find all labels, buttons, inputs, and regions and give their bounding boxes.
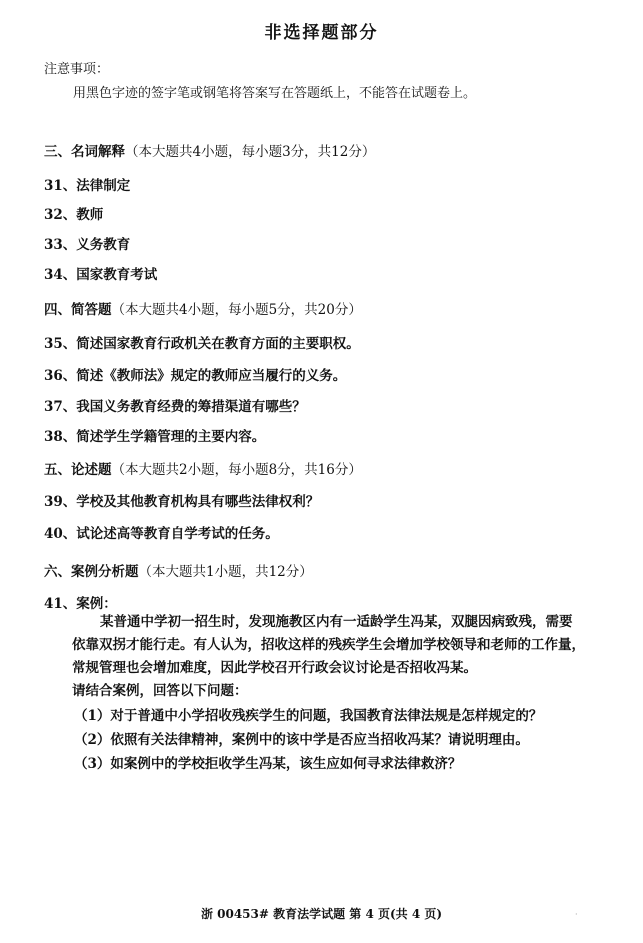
scan-dot: · (575, 910, 578, 919)
section-title: 四、简答题 (44, 302, 112, 318)
case-prompt: 请结合案例，回答以下问题： (72, 683, 248, 699)
section-title: 六、案例分析题 (44, 564, 139, 580)
section-info: （本大题共4小题，每小题5分，共20分） (111, 302, 362, 318)
question-item: 36、简述《教师法》规定的教师应当履行的义务。 (44, 368, 347, 384)
page-title: 非选择题部分 (264, 23, 379, 43)
section-info: （本大题共1小题，共12分） (138, 564, 313, 580)
notice-heading: 注意事项： (44, 62, 110, 77)
question-item: 39、学校及其他教育机构具有哪些法律权利？ (44, 494, 320, 510)
question-item: 40、试论述高等教育自学考试的任务。 (44, 526, 279, 542)
section-title: 五、论述题 (44, 462, 112, 478)
question-item: 35、简述国家教育行政机关在教育方面的主要职权。 (44, 336, 360, 352)
section-title: 三、名词解释 (44, 144, 125, 160)
section-heading (44, 458, 362, 478)
sub-question: （1）对于普通中小学招收残疾学生的问题，我国教育法律法规是怎样规定的？ (74, 708, 543, 724)
question-item: 41、案例： (44, 596, 117, 612)
question-item: 33、义务教育 (44, 237, 131, 253)
section-heading (44, 140, 375, 160)
sub-question: （2）依照有关法律精神，案例中的该中学是否应当招收冯某？请说明理由。 (74, 732, 529, 748)
section-info: （本大题共2小题，每小题8分，共16分） (111, 462, 362, 478)
case-line: 依靠双拐才能行走。有人认为，招收这样的残疾学生会增加学校领导和老师的工作量， (72, 637, 585, 653)
question-item: 37、我国义务教育经费的筹措渠道有哪些？ (44, 399, 306, 415)
page-footer: 浙 00453# 教育法学试题 第 4 页(共 4 页) (200, 907, 443, 921)
question-item: 34、国家教育考试 (44, 267, 158, 283)
question-item: 38、简述学生学籍管理的主要内容。 (44, 429, 266, 445)
case-line: 某普通中学初一招生时，发现施教区内有一适龄学生冯某，双腿因病致残，需要 (100, 614, 573, 630)
notice-text: 用黑色字迹的签字笔或钢笔将答案写在答题纸上，不能答在试题卷上。 (73, 86, 477, 101)
sub-question: （3）如案例中的学校拒收学生冯某，该生应如何寻求法律救济？ (74, 756, 462, 772)
case-line: 常规管理也会增加难度，因此学校召开行政会议讨论是否招收冯某。 (72, 660, 477, 676)
question-item: 32、教师 (44, 207, 104, 223)
section-info: （本大题共4小题，每小题3分，共12分） (125, 144, 376, 160)
section-heading (44, 560, 313, 580)
question-item: 31、法律制定 (44, 178, 131, 194)
section-heading (44, 298, 362, 318)
